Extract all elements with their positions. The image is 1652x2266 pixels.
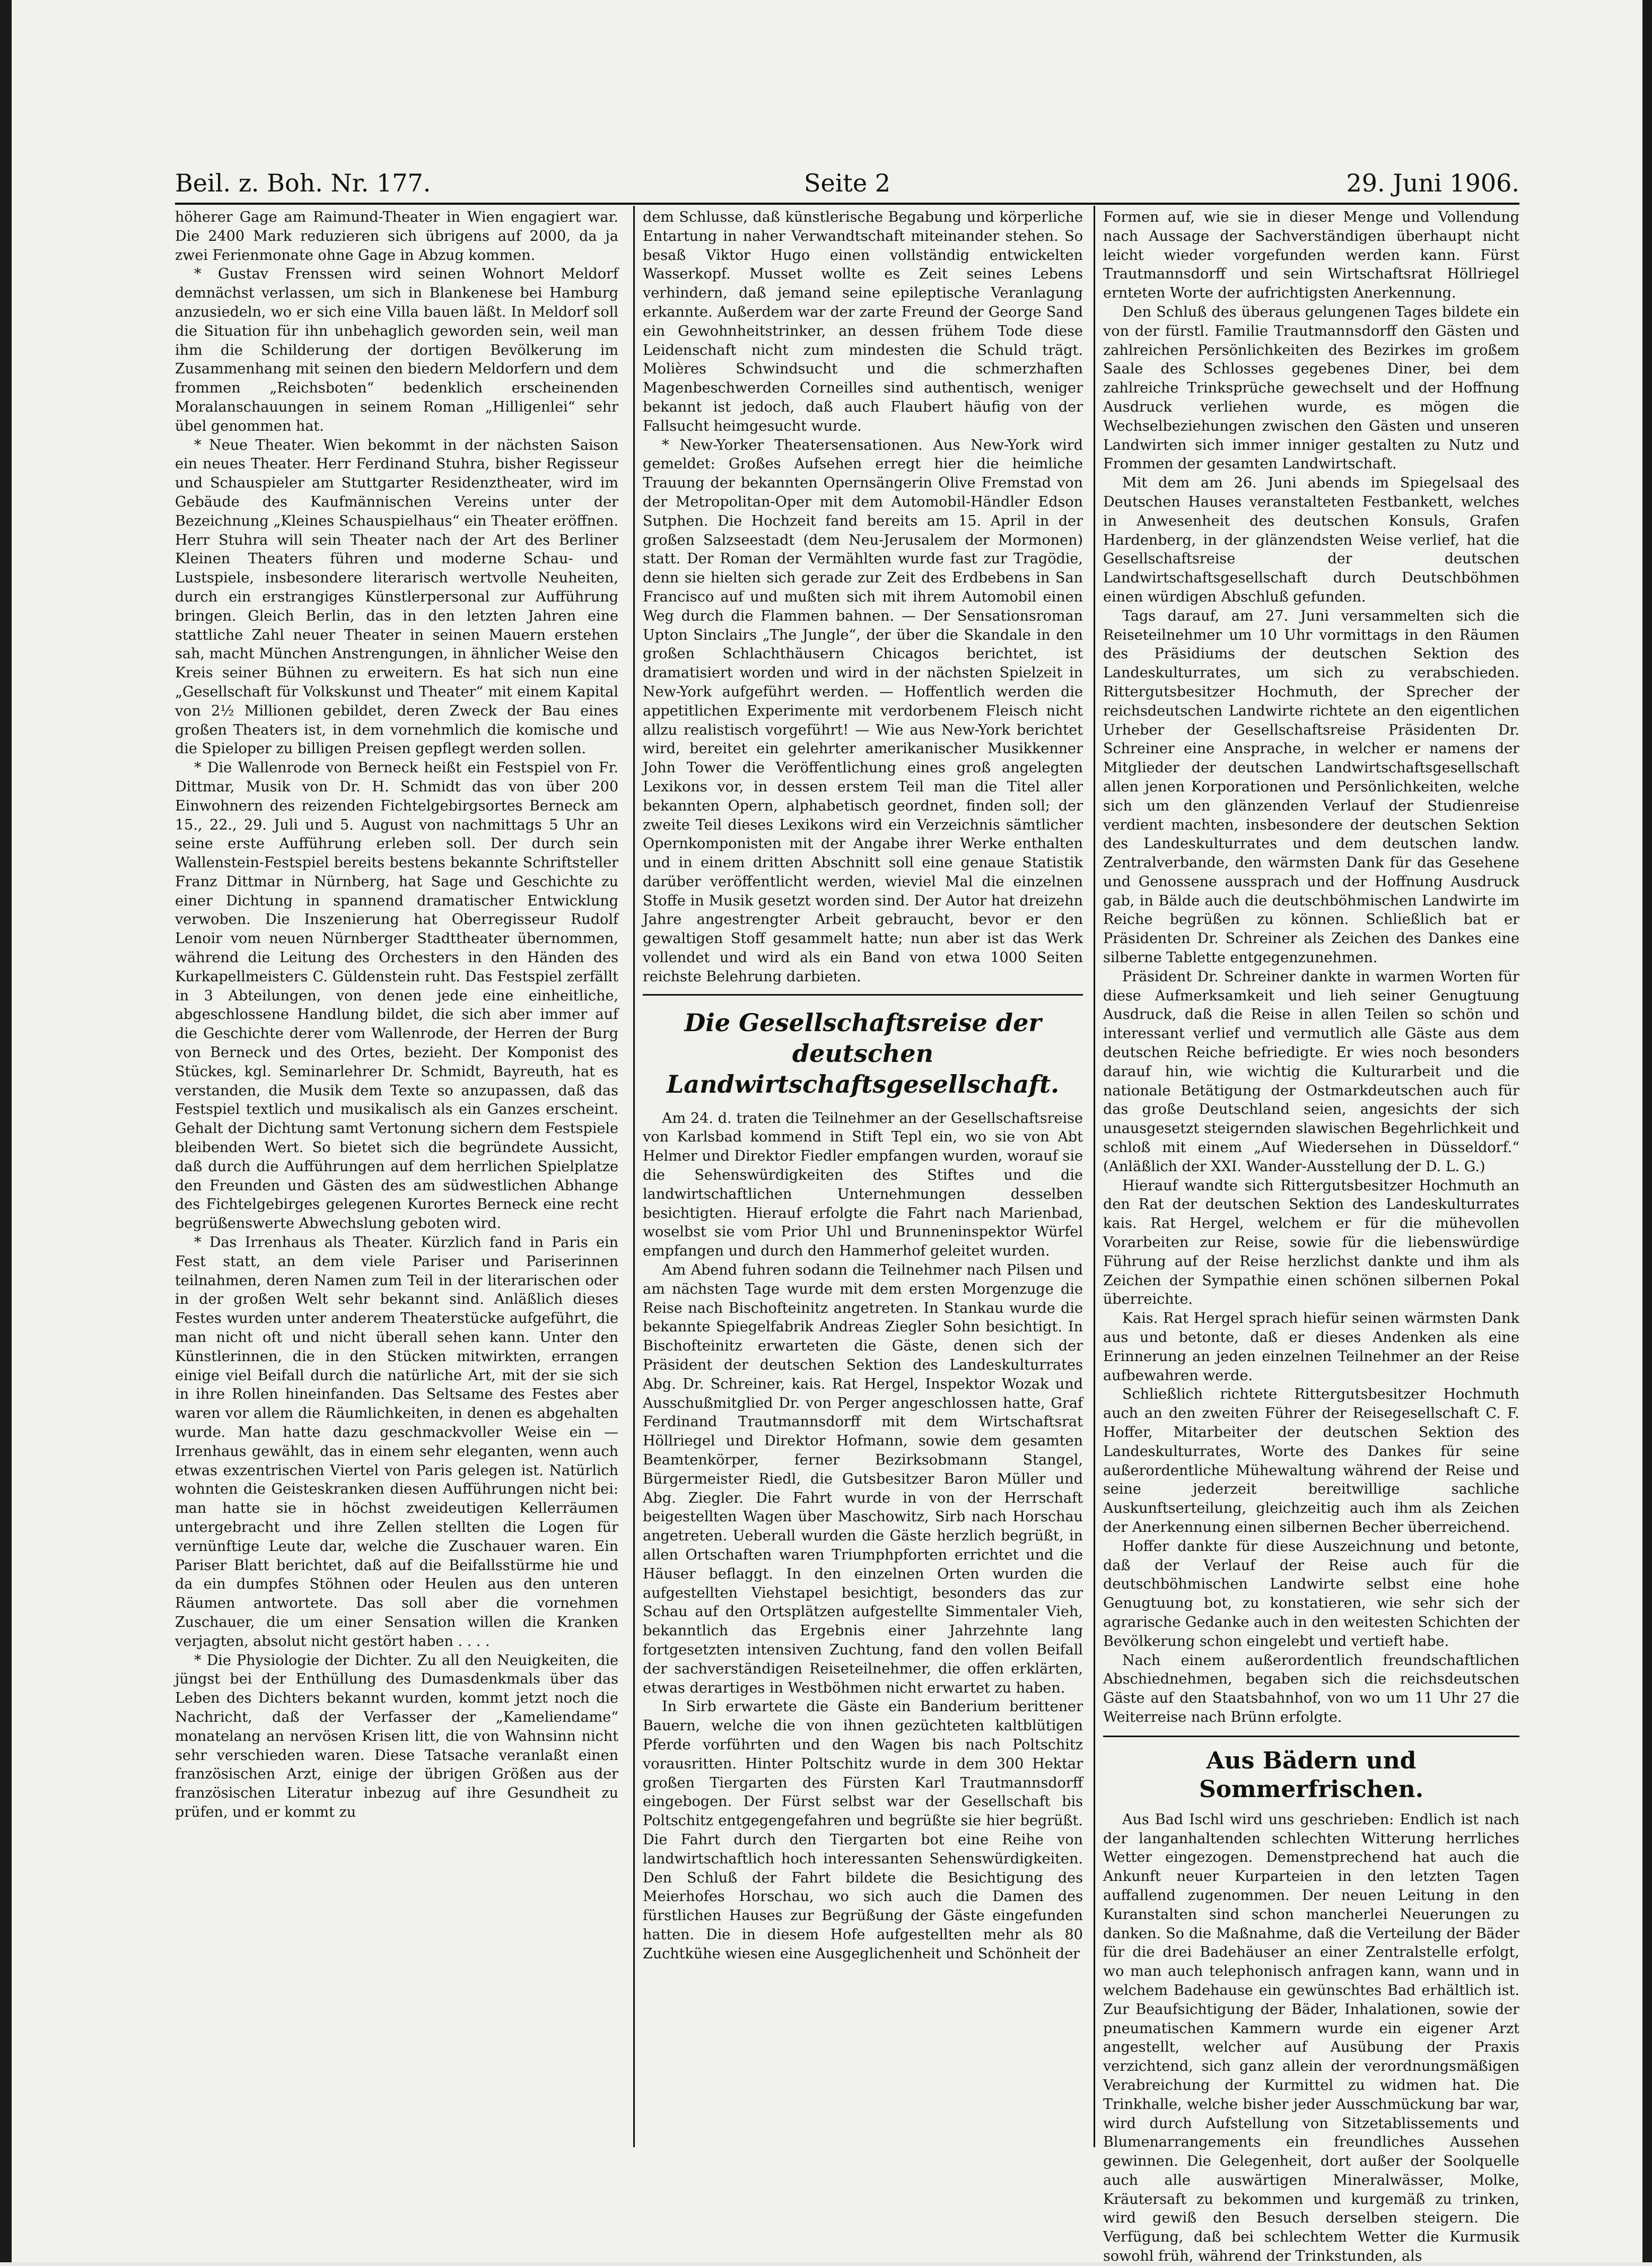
report-paragraph: Am 24. d. traten die Teilnehmer an der Gesellschaftsreise von Karlsbad kommend in Stift Tepl ein, wo sie von Abt Helmer und Direktor Fiedler empfangen wurden, worauf sie die Sehenswürdigkeiten des Stiftes und die landwirtschaftlichen Unternehmungen desselben besichtigten. Hierauf erfolgte die Fahrt nach Marienbad, woselbst sie vom Prior Uhl und Brunneninspektor Würfel empfangen und durch den Hammerhof geleitet wurden. xyxy=(643,1110,1083,1260)
report-paragraph: Am Abend fuhren sodann die Teilnehmer nach Pilsen und am nächsten Tage wurde mit dem ersten Morgenzuge die Reise nach Bischofteinitz angetreten. In Stankau wurde die bekannte Spiegelfabrik Andreas Ziegler Sohn besichtigt. In Bischofteinitz erwarteten die Gäste, denen sich der Präsident der deutschen Sektion des Landeskulturrates Abg. Dr. Schreiner, kais. Rat Hergel, Inspektor Wozak und Ausschußmitglied Dr. von Perger angeschlossen hatte, Graf Ferdinand Trautmannsdorff mit dem Wirtschaftsrat Höllriegel und Direktor Hofmann, sowie dem gesamten Beamtenkörper, ferner Bezirksobmann Stangel, Bürgermeister Riedl, die Gutsbesitzer Baron Müller und Abg. Ziegler. Die Fahrt wurde in von der Herrschaft beigestellten Wagen über Maschowitz, Sirb nach Horschau angetreten. Ueberall wurden die Gäste herzlich begrüßt, in allen Ortschaften waren Triumphpforten errichtet und die Häuser beflaggt. In den einzelnen Orten wurden die aufgestellten Viehstapel besichtigt, besonders das zur Schau auf den Ortsplätzen aufgestellte Simmentaler Vieh, bekanntlich das Ergebnis einer Jahrzehnte lang fortgesetzten intensiven Zuchtung, fand den vollen Beifall der sachverständigen Reiseteilnehmer, die offen erklärten, etwas derartiges in Westböhmen nicht erwartet zu haben. xyxy=(643,1262,1083,1696)
supplement-number: Beil. z. Boh. Nr. 177. xyxy=(175,169,431,197)
article-bad-ischl: Aus Bad Ischl wird uns geschrieben: Endlich ist nach der langanhaltenden schlechten Witterung herrliches Wetter eingezogen. Demenstprechend hat auch die Ankunft neuer Kurparteien in den letzten Tagen auffallend zugenommen. Der neuen Leitung in den Kuranstalten sind schon mancherlei Neuerungen zu danken. So die Maßnahme, daß die Verteilung der Bäder für die drei Badehäuser an einer Zentralstelle erfolgt, wo man auch telephonisch anfragen kann, wann und in welchem Badehause ein gewünschtes Bad erhältlich ist. Zur Beaufsichtigung der Bäder, Inhalationen, sowie der pneumatischen Kammern wurde ein eigener Arzt angestellt, welcher auf Ausübung der Praxis verzichtend, sich ganz allein der verordnungsmäßigen Verabreichung der Kurmittel zu widmen hat. Die Trinkhalle, welche bisher jeder Ausschmückung bar war, wird durch Aufstellung von Sitzetablissements und Blumenarrangements ein freundliches Aussehen gewinnen. Die Gelegenheit, dort außer der Soolquelle auch alle auswärtigen Mineralwässer, Molke, Kräutersaft zu bekommen und kurgemäß zu trinken, wird gewiß den Besuch derselben steigern. Die Verfügung, daß bei schlechtem Wetter die Kurmusik sowohl früh, während der Trinkstunden, als xyxy=(1103,1811,1519,2265)
page-header xyxy=(175,169,1519,201)
report-paragraph: Schließlich richtete Rittergutsbesitzer Hochmuth auch an den zweiten Führer der Reisegesellschaft C. F. Hoffer, Mitarbeiter der deutschen Sektion des Landeskulturrates, Worte des Dankes für seine außerordentliche Mühewaltung während der Reise und seine jederzeit bereitwillige sachliche Auskunftserteilung, gleichzeitig auch ihm als Zeichen der Anerkennung einen silbernen Becher überreichend. xyxy=(1103,1386,1519,1536)
article-new-york: * New-Yorker Theatersensationen. Aus New-York wird gemeldet: Großes Aufsehen erregt hier die heimliche Trauung der bekannten Opernsängerin Olive Fremstad von der Metropolitan-Oper mit dem Automobil-Händler Edson Sutphen. Die Hochzeit fand bereits am 15. April in der großen Salzseestadt (dem Neu-Jerusalem der Mormonen) statt. Der Roman der Vermählten wurde fast zur Tragödie, denn sie hielten sich gerade zur Zeit des Erdbebens in San Francisco auf und mußten sich mit ihrem Automobil einen Weg durch die Flammen bahnen. — Der Sensationsroman Upton Sinclairs „The Jungle“, der über die Skandale in den großen Schlachthäusern Chicagos berichtet, ist dramatisiert worden und wird in der nächsten Spielzeit in New-York aufgeführt werden. — Hoffentlich werden die appetitlichen Experimente mit verdorbenem Fleisch nicht allzu realistisch vorgeführt! — Wie aus New-York berichtet wird, bereitet ein gelehrter amerikanischer Musikkenner John Tower die Veröffentlichung eines groß angelegten Lexikons vor, in dessen erstem Teil man die Titel aller bekannten Opern, alphabetisch geordnet, finden soll; der zweite Teil dieses Lexikons wird ein Verzeichnis sämtlicher Opernkomponisten mit der Angabe ihrer Werke enthalten und in einem dritten Abschnitt soll eine genaue Statistik darüber veröffentlicht werden, wieviel Mal die einzelnen Stoffe in Musik gesetzt worden sind. Der Autor hat dreizehn Jahre angestrengter Arbeit gebraucht, bevor er den gewaltigen Stoff gesammelt hatte; nun aber ist das Werk vollendet und wird als ein Band von etwa 1000 Seiten reichste Belehrung darbieten. xyxy=(643,437,1083,985)
report-paragraph: Hoffer dankte für diese Auszeichnung und betonte, daß der Verlauf der Reise auch für die deutschböhmischen Landwirte selbst eine hohe Genugtuung bot, zu konstatieren, wie sehr sich der agrarische Gedanke auch in den weitesten Schichten der Bevölkerung schon eingelebt und vertieft habe. xyxy=(1103,1538,1519,1650)
article-frenssen: * Gustav Frenssen wird seinen Wohnort Meldorf demnächst verlassen, um sich in Blankenese bei Hamburg anzusiedeln, wo er sich eine Villa bauen läßt. In Meldorf soll die Situation für ihn unbehaglich geworden sein, weil man ihm die Schilderung der dortigen Bevölkerung im Zusammenhang mit seinen den biedern Meldorfern und dem frommen „Reichsboten“ bedenklich erscheinenden Moralanschauungen in seinem Roman „Hilligenlei“ sehr übel genommen hat. xyxy=(175,266,618,434)
scan-edge-right xyxy=(1642,0,1652,2262)
report-paragraph: Mit dem am 26. Juni abends im Spiegelsaal des Deutschen Hauses veranstalteten Festbankett, welches in Anwesenheit des deutschen Konsuls, Grafen Hardenberg, in der glänzendsten Weise verlief, hat die Gesellschaftsreise der deutschen Landwirtschaftsgesellschaft durch Deutschböhmen einen würdigen Abschluß gefunden. xyxy=(1103,475,1519,605)
article-physiologie: * Die Physiologie der Dichter. Zu all den Neuigkeiten, die jüngst bei der Enthüllung des Dumasdenkmals über das Leben des Dichters bekannt wurden, kommt jetzt noch die Nachricht, daß der Verfasser der „Kameliendame“ monatelang an nervösen Krisen litt, die von Wahnsinn nicht sehr verschieden waren. Diese Tatsache veranlaßt einen französischen Arzt, einige der übrigen Größen aus der französischen Literatur inbezug auf ihre Gesundheit zu prüfen, und er kommt zu xyxy=(175,1652,618,1820)
article-wallenrode: * Die Wallenrode von Berneck heißt ein Festspiel von Fr. Dittmar, Musik von Dr. H. Schmidt das von über 200 Einwohnern des reizenden Fichtelgebirgsortes Berneck am 15., 22., 29. Juli und 5. August von nachmittags 5 Uhr an seine erste Aufführung erleben soll. Der durch sein Wallenstein-Festspiel bereits bestens bekannte Schriftsteller Franz Dittmar in Nürnberg, hat Sage und Geschichte zu einer Dichtung in spannend dramatischer Entwicklung verwoben. Die Inszenierung hat Oberregisseur Rudolf Lenoir vom neuen Nürnberger Stadttheater übernommen, während die Leitung des Orchesters in den Händen des Kurkapellmeisters C. Güldenstein ruht. Das Festspiel zerfällt in 3 Abteilungen, von denen jede eine einheitliche, abgeschlossene Handlung bildet, die sich aber immer auf die Geschichte derer vom Wallenrode, der Herren der Burg von Berneck und des Ortes, bezieht. Der Komponist des Stückes, kgl. Seminarlehrer Dr. Schmidt, Bayreuth, hat es verstanden, die Musik dem Texte so anzupassen, daß das Festspiel textlich und musikalisch als ein Ganzes erscheint. Gehalt der Dichtung samt Vertonung sichern dem Festspiele bleibenden Wert. So bietet sich die begründete Aussicht, daß durch die Aufführungen auf dem herrlichen Spielplatze den Freunden und Gästen des am südwestlichen Abhange des Fichtelgebirges gelegenen Kurortes Berneck eine recht begrüßenswerte Abwechslung geboten wird. xyxy=(175,760,618,1232)
issue-date: 29. Juni 1906. xyxy=(1346,169,1519,197)
report-continuation: Formen auf, wie sie in dieser Menge und Vollendung nach Aussage der Sachverständigen überhaupt nicht leicht wieder vorgefunden werden kann. Fürst Trautmannsdorff und sein Wirtschaftsrat Höllriegel ernteten Worte der aufrichtigsten Anerkennung. xyxy=(1103,209,1519,302)
report-paragraph: Den Schluß des überaus gelungenen Tages bildete ein von der fürstl. Familie Trautmannsdorff den Gästen und zahlreichen Persönlichkeiten des Bezirkes im großem Saale des Schlosses gegebenes Diner, bei dem zahlreiche Trinksprüche gewechselt und der Hoffnung Ausdruck verliehen wurde, es mögen die Wechselbeziehungen zwischen den Gästen und unseren Landwirten sich immer inniger gestalten zu Nutz und Frommen der gesamten Landwirtschaft. xyxy=(1103,303,1519,473)
column-divider-1 xyxy=(633,206,635,2147)
header-rule xyxy=(175,203,1519,205)
article-irrenhaus: * Das Irrenhaus als Theater. Kürzlich fand in Paris ein Fest statt, an dem viele Pariser und Pariserinnen teilnahmen, deren Namen zum Teil in der literarischen oder in der großen Welt sehr bekannt sind. Anläßlich dieses Festes wurden unter anderem Theaterstücke aufgeführt, die man nicht oft und nicht überall sehen kann. Unter den Künstlerinnen, die in den Stücken mitwirkten, errangen einige viel Beifall durch die natürliche Art, mit der sie sich in ihre Rollen hineinfanden. Das Seltsame des Festes aber waren vor allem die Räumlichkeiten, in denen es abgehalten wurde. Man hatte dazu geschmackvoller Weise ein — Irrenhaus gewählt, das in einem sehr eleganten, wenn auch etwas exzentrischen Viertel von Paris gelegen ist. Natürlich wohnten die Geisteskranken diesen Aufführungen nicht bei: man hatte sie in höchst zweideutigen Kellerräumen untergebracht und ihre Zellen stellten die Logen für vernünftige Leute dar, welche die Zuschauer waren. Ein Pariser Blatt berichtet, daß auf die Beifallsstürme hie und da ein dumpfes Stöhnen oder Heulen aus den unteren Räumen antwortete. Das soll aber die vornehmen Zuschauer, die um einer Sensation willen die Kranken verjagten, absolut nicht gestört haben . . . . xyxy=(175,1234,618,1650)
section-heading-baeder: Aus Bädern und Sommerfrischen. xyxy=(1199,1747,1424,1803)
section-rule xyxy=(643,994,1083,996)
article-physiologie-continued: dem Schlusse, daß künstlerische Begabung und körperliche Entartung in naher Verwandtschaft miteinander stehen. So besaß Viktor Hugo einen vollständig entwickelten Wasserkopf. Musset wollte es Zeit seines Lebens verhindern, daß jemand seine epileptische Veranlagung erkannte. Außerdem war der zarte Freund der George Sand ein Gewohnheitstrinker, an dessen frühem Tode diese Leidenschaft nicht zum mindesten die Schuld trägt. Molières Schwindsucht und die schmerzhaften Magenbeschwerden Corneilles sind authentisch, weniger bekannt ist jedoch, daß auch Flaubert häufig von der Fallsucht heimgesucht wurde. xyxy=(643,209,1083,434)
report-paragraph: Tags darauf, am 27. Juni versammelten sich die Reiseteilnehmer um 10 Uhr vormittags in den Räumen des Präsidiums der deutschen Sektion des Landeskulturrates, um sich zu verabschieden. Rittergutsbesitzer Hochmuth, der Sprecher der reichsdeutschen Landwirte richtete an den eigentlichen Urheber der Gesellschaftsreise Präsidenten Dr. Schreiner eine Ansprache, in welcher er namens der Mitglieder der deutschen Landwirtschaftsgesellschaft allen jenen Korporationen und Persönlichkeiten, welche sich um den glänzenden Verlauf der Studienreise verdient machten, insbesondere der deutschen Sektion des Landeskulturrates und dem deutschen landw. Zentralverbande, den wärmsten Dank für das Gesehene und Genossene aussprach und der Hoffnung Ausdruck gab, in Bälde auch die deutschböhmischen Landwirte im Reiche begrüßen zu können. Schließlich bat er Präsidenten Dr. Schreiner als Zeichen des Dankes eine silberne Tablette entgegenzunehmen. xyxy=(1103,607,1519,966)
report-paragraph: In Sirb erwartete die Gäste ein Banderium berittener Bauern, welche die von ihnen gezüchteten kaltblütigen Pferde vorführten und den Wagen bis nach Poltschitz vorausritten. Hinter Poltschitz wurde in dem 300 Hektar großen Tiergarten des Fürsten Karl Trautmannsdorff eingebogen. Der Fürst selbst war der Gesellschaft bis Poltschitz entgegengefahren und begrüßte sie hier begrüßt. Die Fahrt durch den Tiergarten bot eine Reihe von landwirtschaftlich hoch interessanten Sehenswürdigkeiten. Den Schluß der Fahrt bildete die Besichtigung des Meierhofes Horschau, wo sich auch die Damen des fürstlichen Hauses zur Begrüßung der Gäste eingefunden hatten. Die in diesem Hofe aufgestellten mehr als 80 Zuchtkühe wiesen eine Ausgeglichenheit und Schönheit der xyxy=(643,1698,1083,1962)
article-neue-theater: * Neue Theater. Wien bekommt in der nächsten Saison ein neues Theater. Herr Ferdinand Stuhra, bisher Regisseur und Schauspieler am Stuttgarter Residenztheater, wird im Gebäude des Kaufmännischen Vereins unter der Bezeichnung „Kleines Schauspielhaus“ ein Theater eröffnen. Herr Stuhra will sein Theater nach der Art des Berliner Kleinen Theaters führen und moderne Schau- und Lustspiele, insbesondere literarisch wertvolle Neuheiten, durch ein erstrangiges Künstlerpersonal zur Aufführung bringen. Gleich Berlin, das in den letzten Jahren eine stattliche Zahl neuer Theater in seinen Mauern erstehen sah, macht München Anstrengungen, in ähnlicher Weise den Kreis seiner Bühnen zu erweitern. Es hat sich nun eine „Gesellschaft für Volkskunst und Theater“ mit einem Kapital von 2½ Millionen gebildet, deren Zweck der Bau eines großen Theaters ist, in dem vornehmlich die komische und die Spieloper zu billigen Preisen gepflegt werden sollen. xyxy=(175,437,618,757)
column-2 xyxy=(643,208,1083,2149)
column-divider-2 xyxy=(1094,206,1095,2147)
section-rule xyxy=(1103,1736,1519,1737)
report-paragraph: Kais. Rat Hergel sprach hiefür seinen wärmsten Dank aus und betonte, daß er dieses Andenken als eine Erinnerung an jeden einzelnen Teilnehmer an der Reise aufbewahren werde. xyxy=(1103,1310,1519,1384)
scan-edge-left xyxy=(0,0,12,2262)
section-heading-gesellschaftsreise: Die Gesellschaftsreise der deutschen Landwirtschaftsgesellschaft. xyxy=(666,1008,1060,1099)
report-paragraph: Präsident Dr. Schreiner dankte in warmen Worten für diese Aufmerksamkeit und lieh seiner Genugtuung Ausdruck, daß die Reise in allen Teilen so schön und interessant verlief und vermutlich alle Gäste aus dem deutschen Reiche befriedigte. Er wies noch besonders darauf hin, wie wichtig die Kulturarbeit und die nationale Betätigung der Ostmarkdeutschen auch für das große Deutschland seien, angesichts der sich unausgesetzt steigernden slawischen Begehrlichkeit und schloß mit einem „Auf Wiedersehen in Düsseldorf.“ (Anläßlich der XXI. Wander-Ausstellung der D. L. G.) xyxy=(1103,968,1519,1175)
column-3 xyxy=(1103,208,1519,2265)
page-number: Seite 2 xyxy=(803,169,891,197)
article-continuation: höherer Gage am Raimund-Theater in Wien engagiert war. Die 2400 Mark reduzieren sich übrigens auf 2000, da ja zwei Ferienmonate ohne Gage in Abzug kommen. xyxy=(175,209,618,264)
report-paragraph: Nach einem außerordentlich freundschaftlichen Abschiednehmen, begaben sich die reichsdeutschen Gäste auf den Staatsbahnhof, von wo um 11 Uhr 27 die Weiterreise nach Brünn erfolgte. xyxy=(1103,1652,1519,1725)
column-1 xyxy=(175,208,618,2149)
report-paragraph: Hierauf wandte sich Rittergutsbesitzer Hochmuth an den Rat der deutschen Sektion des Landeskulturrates kais. Rat Hergel, welchem er für die mühevollen Vorarbeiten zur Reise, sowie für die liebenswürdige Führung auf der Reise herzlichst dankte und ihm als Zeichen der Sympathie einen schönen silbernen Pokal überreichte. xyxy=(1103,1177,1519,1308)
